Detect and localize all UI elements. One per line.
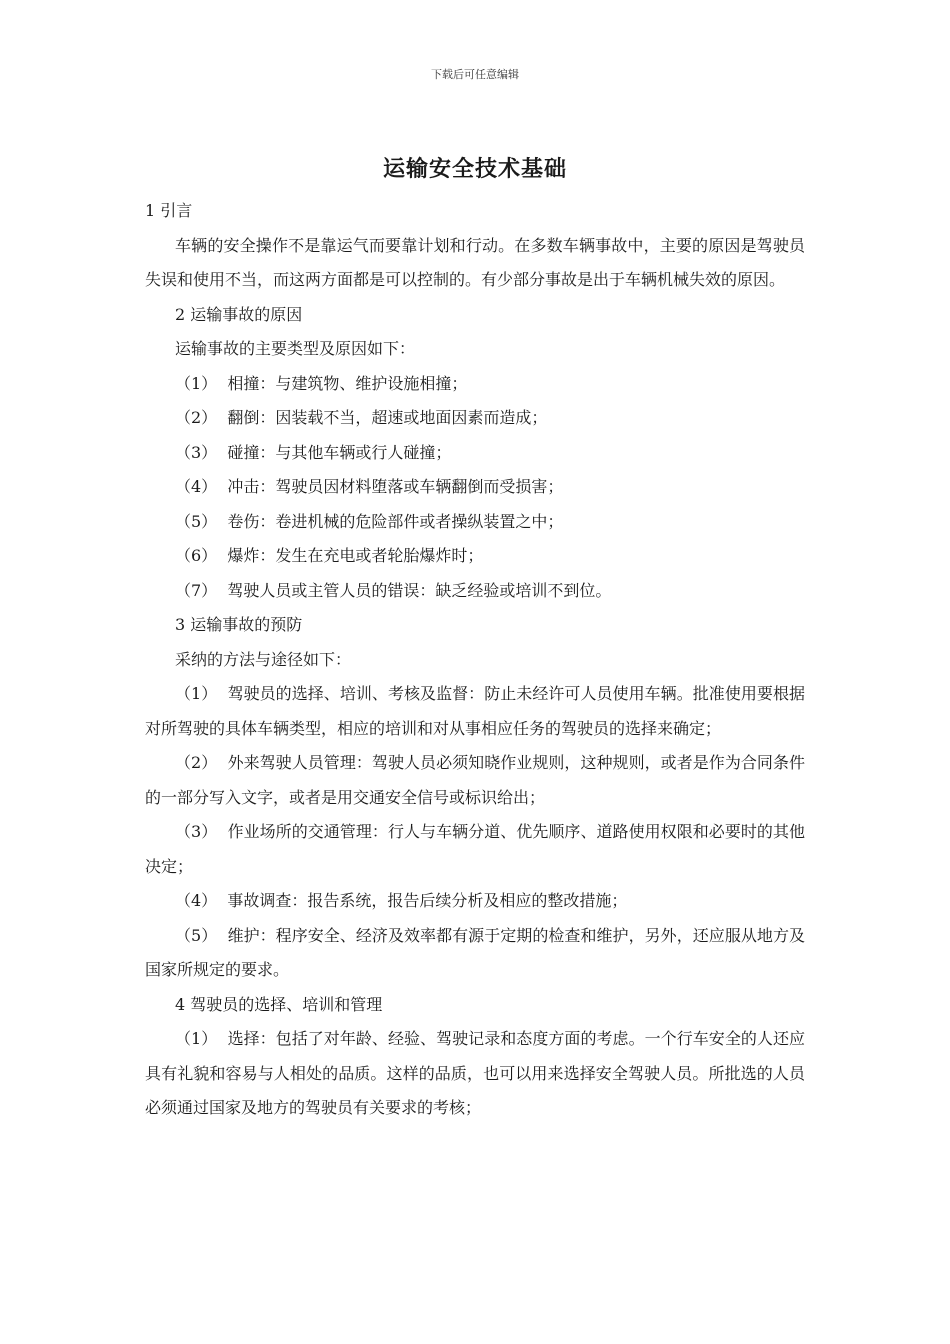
list-item	[145, 367, 805, 402]
document-body	[145, 194, 805, 1126]
paragraph: 车辆的安全操作不是靠运气而要靠计划和行动。在多数车辆事故中，主要的原因是驾驶员失误和使用不当，而这两方面都是可以控制的。有少部分事故是出于车辆机械失效的原因。	[145, 235, 805, 289]
list-item-label: （1）	[175, 684, 228, 703]
list-item	[145, 677, 805, 746]
header-note: 下载后可任意编辑	[431, 68, 519, 81]
list-item	[145, 884, 805, 919]
list-item-label: （1）	[175, 373, 228, 393]
list-item	[145, 746, 805, 815]
list-item-label: （5）	[175, 511, 228, 531]
list-item-label: （3）	[175, 442, 228, 462]
list-item-label: （1）	[175, 1029, 228, 1048]
list-item-text: 外来驾驶人员管理：驾驶人员必须知晓作业规则，这种规则，或者是作为合同条件的一部分写入文字，或者是用交通安全信号或标识给出；	[145, 753, 805, 807]
paragraph: 采纳的方法与途径如下：	[175, 649, 352, 669]
list-item	[145, 815, 805, 884]
section-heading: 3 运输事故的预防	[175, 615, 303, 634]
paragraph: 运输事故的主要类型及原因如下：	[175, 339, 416, 358]
list-item	[145, 919, 805, 988]
list-item-text: 卷伤：卷进机械的危险部件或者操纵装置之中；	[227, 511, 564, 531]
list-item-text: 事故调查：报告系统，报告后续分析及相应的整改措施；	[227, 891, 628, 910]
list-item-text: 翻倒：因装载不当，超速或地面因素而造成；	[227, 408, 548, 427]
section-heading: 2 运输事故的原因	[175, 304, 303, 324]
list-item-text: 选择：包括了对年龄、经验、驾驶记录和态度方面的考虑。一个行车安全的人还应具有礼貌和容易与人相处的品质。这样的品质，也可以用来选择安全驾驶人员。所批选的人员必须通过国家及地方的驾驶员有关要求的考核；	[145, 1029, 805, 1117]
list-item	[145, 574, 805, 609]
list-item	[145, 1022, 805, 1126]
section-heading: 4 驾驶员的选择、培训和管理	[175, 994, 383, 1014]
list-item-text: 碰撞：与其他车辆或行人碰撞；	[227, 442, 452, 462]
list-item	[145, 436, 805, 471]
list-item-label: （4）	[175, 891, 228, 910]
document-title: 运输安全技术基础	[382, 156, 567, 182]
list-item-text: 冲击：驾驶员因材料堕落或车辆翻倒而受损害；	[227, 477, 564, 496]
list-item-label: （3）	[175, 822, 228, 841]
list-item-text: 作业场所的交通管理：行人与车辆分道、优先顺序、道路使用权限和必要时的其他决定；	[145, 822, 805, 876]
list-item-text: 维护：程序安全、经济及效率都有源于定期的检查和维护，另外，还应服从地方及国家所规定的要求。	[145, 925, 805, 979]
list-item-text: 爆炸：发生在充电或者轮胎爆炸时；	[227, 546, 484, 565]
section-heading: 1 引言	[145, 201, 193, 220]
list-item-label: （5）	[175, 925, 228, 945]
list-item-text: 驾驶员的选择、培训、考核及监督：防止未经许可人员使用车辆。批准使用要根据对所驾驶的具体车辆类型，相应的培训和对从事相应任务的驾驶员的选择来确定；	[145, 684, 805, 738]
list-item-label: （7）	[175, 580, 228, 600]
list-item-label: （6）	[175, 546, 228, 565]
list-item-label: （2）	[175, 408, 228, 427]
list-item	[145, 505, 805, 540]
list-item	[145, 539, 805, 574]
list-item-label: （2）	[175, 753, 228, 772]
list-item-text: 驾驶人员或主管人员的错误：缺乏经验或培训不到位。	[227, 580, 612, 600]
list-item	[145, 470, 805, 505]
list-item	[145, 401, 805, 436]
list-item-label: （4）	[175, 477, 228, 496]
list-item-text: 相撞：与建筑物、维护设施相撞；	[227, 373, 468, 393]
